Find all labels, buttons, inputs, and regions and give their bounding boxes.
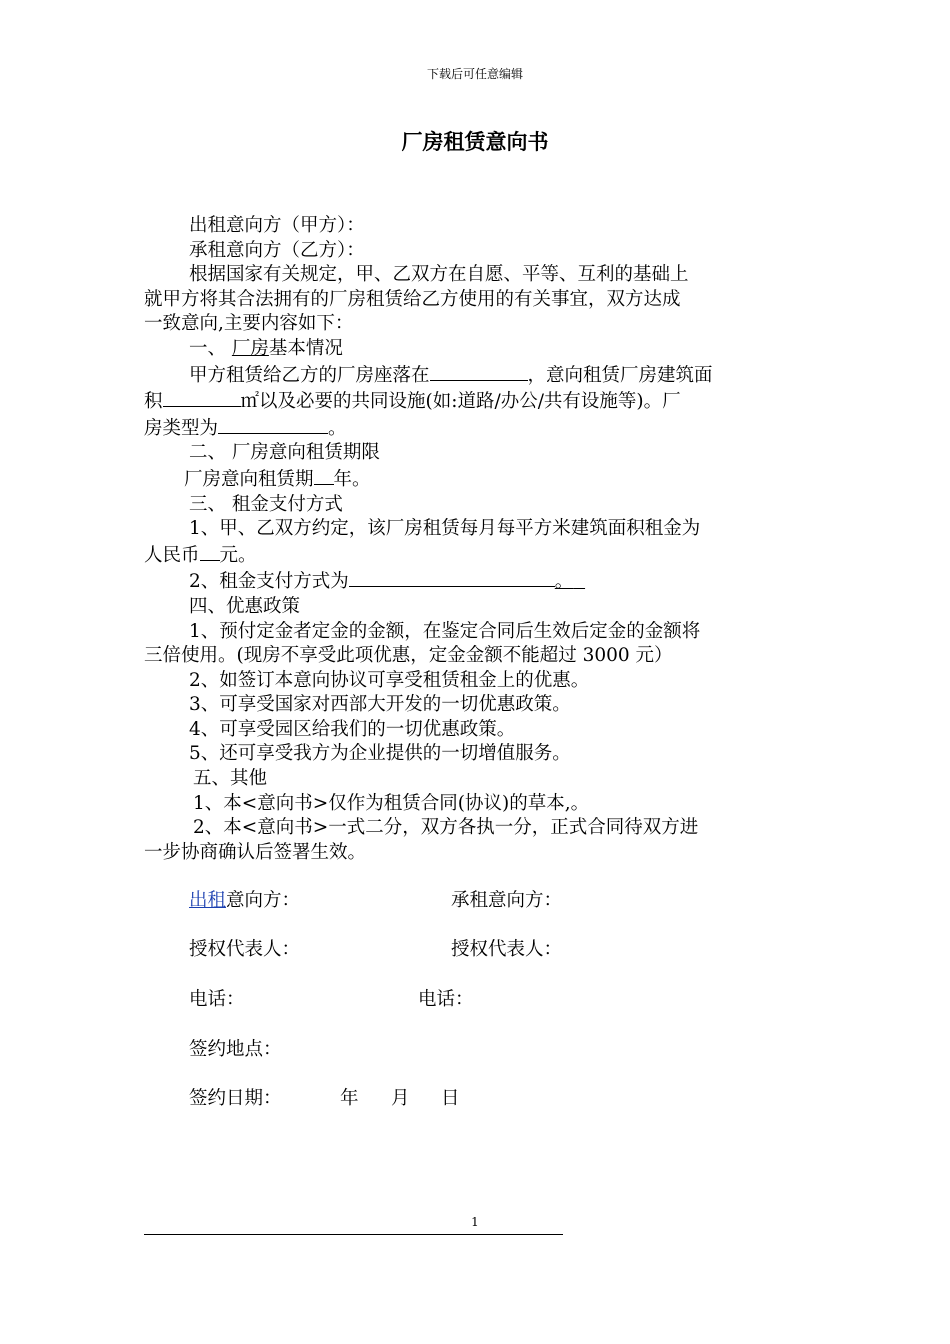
section-5-para-2: 2、本<意向书>一式二分，双方各执一分，正式合同待双方进 (193, 817, 699, 839)
section-5-para-1: 1、本<意向书>仅作为租赁合同(协议)的草本,。 (193, 792, 590, 814)
signing-date-label: 签约日期： (189, 1088, 282, 1109)
signature-lessor (189, 889, 300, 913)
type-blank (218, 415, 328, 434)
term-label: 厂房意向租赁期 (184, 468, 314, 490)
rep-right: 授权代表人： (451, 939, 563, 960)
section-1-title: 基本情况 (268, 337, 343, 359)
page-number: 1 (471, 1215, 479, 1229)
date-month: 月 (391, 1088, 410, 1109)
location-blank (430, 362, 528, 381)
section-4-para-2: 2、如签订本意向协议可享受租赁租金上的优惠。 (189, 669, 590, 691)
payment-blank (349, 568, 555, 587)
document-body (144, 214, 808, 865)
facilities-text: ㎡以及必要的共同设施(如:道路/办公/共有设施等)。厂 (240, 391, 681, 413)
term-unit: 年。 (333, 468, 371, 490)
lessor-line: 出租意向方（甲方）： (189, 215, 365, 236)
intro-line-2: 就甲方将其合法拥有的厂房租赁给乙方使用的有关事宜，双方达成 (144, 288, 681, 310)
lessee-line: 承租意向方（乙方）： (189, 239, 365, 261)
rent-blank (200, 542, 220, 561)
intro-line-1: 根据国家有关规定，甲、乙双方在自愿、平等、互利的基础上 (189, 264, 689, 286)
type-label: 房类型为 (144, 417, 219, 439)
area-blank (163, 388, 241, 407)
rent-label: 人民币 (144, 544, 200, 566)
date-day: 日 (441, 1088, 460, 1109)
rep-left: 授权代表人： (189, 939, 301, 960)
section-4-para-1: 1、预付定金者定金的金额，在鉴定合同后生效后定金的金额将 (189, 620, 701, 642)
section-1-para-line-1 (144, 362, 808, 389)
payment-label: 2、租金支付方式为 (189, 571, 349, 593)
signature-lessee: 承租意向方： (451, 890, 563, 911)
date-year: 年 (340, 1088, 359, 1109)
type-end: 。 (328, 417, 347, 439)
page-header: 下载后可任意编辑 (426, 67, 523, 81)
location-label: 甲方租赁给乙方的厂房座落在 (189, 364, 430, 386)
factory-link[interactable]: 厂房 (231, 337, 269, 359)
footer-rule (144, 1234, 563, 1235)
signing-place: 签约地点： (189, 1039, 282, 1060)
section-5-para-2-cont: 一步协商确认后签署生效。 (144, 841, 367, 863)
rent-unit: 元。 (219, 544, 257, 566)
section-3-para-1: 1、甲、乙双方约定，该厂房租赁每月每平方米建筑面积租金为 (189, 518, 701, 540)
lessor-link[interactable]: 出租 (189, 890, 227, 911)
section-1-para-line-3 (144, 415, 808, 442)
section-1-heading (144, 337, 808, 362)
lessor-sign-label: 意向方： (226, 890, 301, 911)
section-2-heading: 二、 厂房意向租赁期限 (189, 442, 380, 464)
section-1-number: 一、 (189, 337, 227, 359)
section-4-para-3: 3、可享受国家对西部大开发的一切优惠政策。 (189, 694, 571, 716)
intro-line-3: 一致意向,主要内容如下： (144, 313, 354, 335)
section-2-para (144, 466, 808, 493)
tel-right: 电话： (418, 989, 474, 1010)
section-3-para-2 (144, 568, 808, 595)
section-1-para-line-2 (144, 388, 808, 415)
section-3-heading: 三、 租金支付方式 (189, 493, 343, 515)
document-title: 厂房租赁意向书 (401, 129, 549, 154)
section-4-para-1-cont: 三倍使用。(现房不享受此项优惠，定金金额不能超过 3000 元） (144, 645, 673, 667)
tel-left: 电话： (189, 989, 245, 1010)
section-4-para-5: 5、还可享受我方为企业提供的一切增值服务。 (189, 743, 571, 765)
payment-end: 。 (554, 571, 574, 593)
section-4-para-4: 4、可享受园区给我们的一切优惠政策。 (189, 718, 516, 740)
area-label-start: ，意向租赁厂房建筑面 (527, 364, 713, 386)
section-3-para-1-cont (144, 542, 808, 569)
payment-trailing (573, 571, 585, 592)
section-4-heading: 四、优惠政策 (189, 595, 301, 617)
term-blank (314, 466, 334, 485)
section-5-heading: 五、其他 (193, 768, 268, 790)
area-label-end: 积 (144, 391, 163, 413)
